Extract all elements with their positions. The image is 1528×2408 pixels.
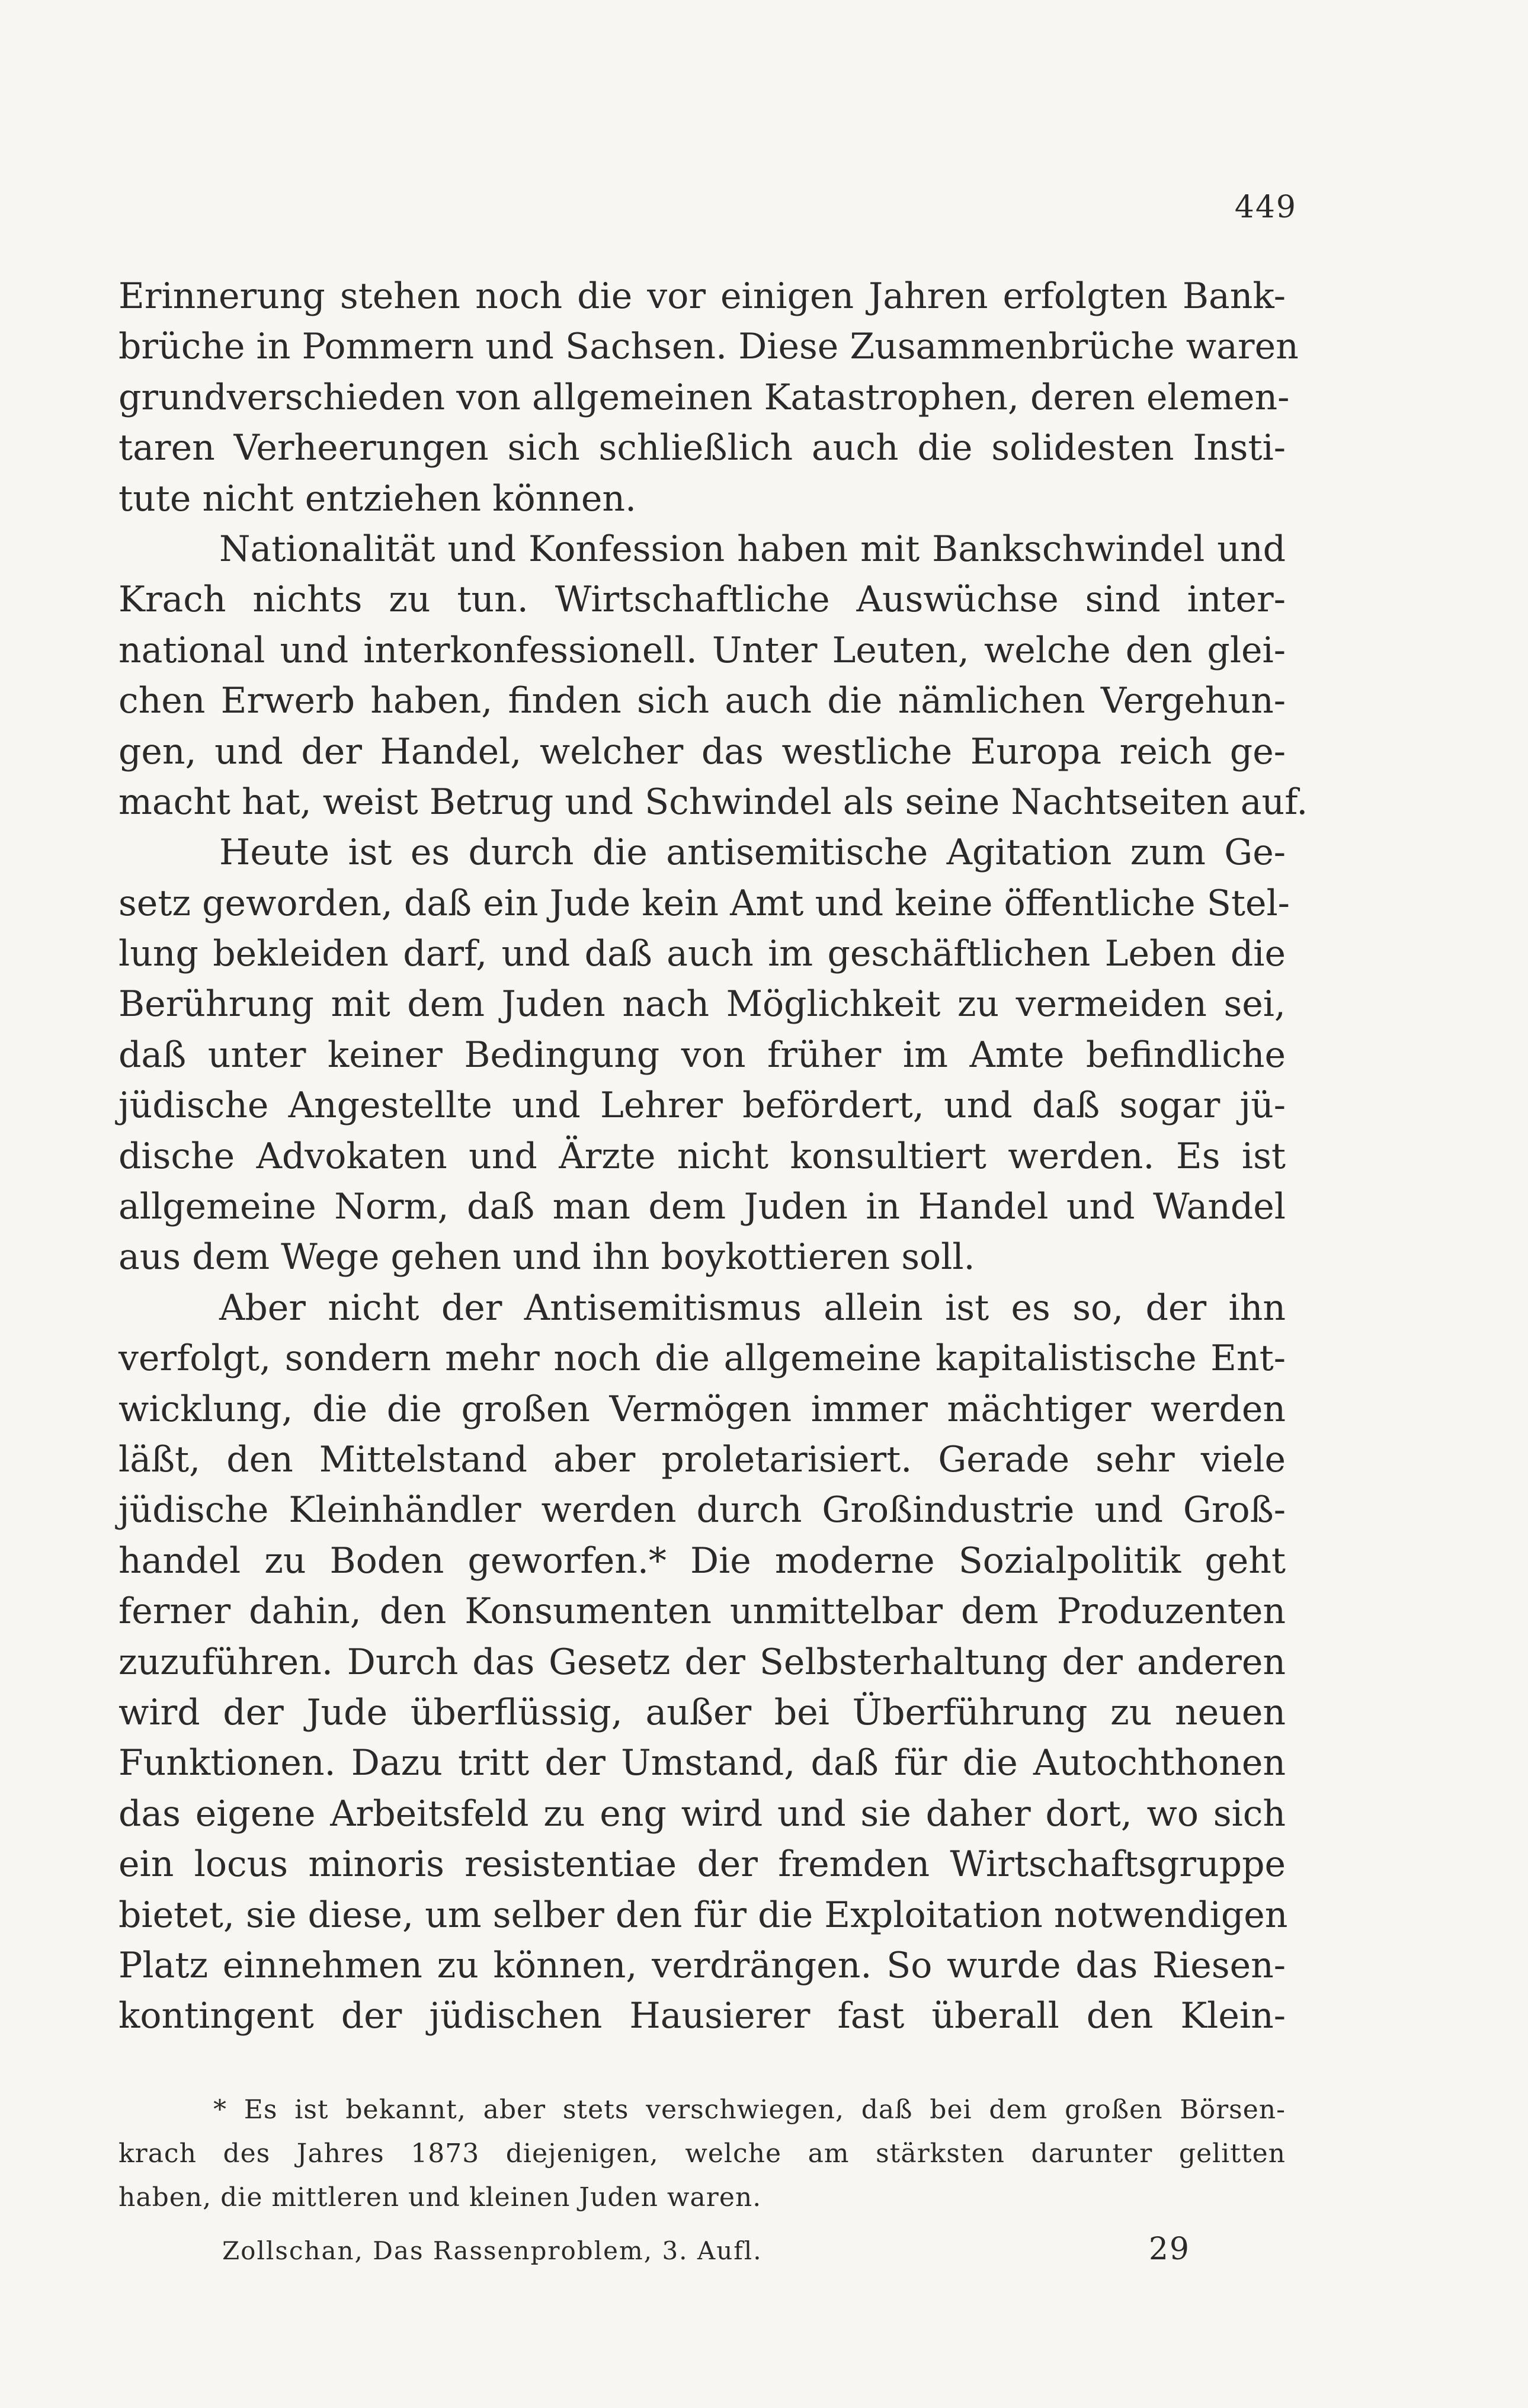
text-line: national und interkonfessionell. Unter Leuten, welche den glei- xyxy=(118,629,1286,671)
text-line: wicklung, die die großen Vermögen immer mächtiger werden xyxy=(118,1388,1286,1430)
text-line: taren Verheerungen sich schließlich auch die solidesten Insti- xyxy=(118,427,1286,469)
text-line: allgemeine Norm, daß man dem Juden in Handel und Wandel xyxy=(118,1186,1286,1228)
footnote-line: krach des Jahres 1873 diejenigen, welche am stärksten darunter gelitten xyxy=(118,2138,1286,2169)
text-line: jüdische Angestellte und Lehrer befördert, und daß sogar jü- xyxy=(118,1085,1286,1127)
text-line: chen Erwerb haben, finden sich auch die nämlichen Vergehun- xyxy=(118,680,1286,722)
page-number: 449 xyxy=(1234,190,1297,225)
text-line: ein locus minoris resistentiae der fremden Wirtschaftsgruppe xyxy=(118,1843,1286,1886)
text-line: Berührung mit dem Juden nach Möglichkeit zu vermeiden sei, xyxy=(118,983,1286,1025)
footer-citation: Zollschan, Das Rassenproblem, 3. Aufl. xyxy=(222,2236,763,2265)
body-text xyxy=(118,271,1308,2042)
footnote-line: * Es ist bekannt, aber stets verschwiegen, daß bei dem großen Börsen- xyxy=(213,2095,1286,2125)
text-line: zuzuführen. Durch das Gesetz der Selbsterhaltung der anderen xyxy=(118,1641,1286,1683)
text-line: brüche in Pommern und Sachsen. Diese Zusammenbrüche waren xyxy=(118,326,1299,368)
footnote-line: haben, die mittleren und kleinen Juden waren. xyxy=(118,2182,762,2213)
text-line: Aber nicht der Antisemitismus allein ist es so, der ihn xyxy=(219,1287,1286,1329)
text-line: daß unter keiner Bedingung von früher im Amte befindliche xyxy=(118,1034,1286,1076)
text-line: gen, und der Handel, welcher das westliche Europa reich ge- xyxy=(118,730,1286,772)
text-line: handel zu Boden geworfen.* Die moderne Sozialpolitik geht xyxy=(118,1540,1286,1582)
text-line: jüdische Kleinhändler werden durch Großindustrie und Groß- xyxy=(118,1489,1286,1531)
text-line: wird der Jude überflüssig, außer bei Überführung zu neuen xyxy=(118,1691,1286,1733)
text-line: dische Advokaten und Ärzte nicht konsultiert werden. Es ist xyxy=(118,1135,1286,1177)
text-line: setz geworden, daß ein Jude kein Amt und keine öffentliche Stel- xyxy=(118,882,1290,924)
text-line: Funktionen. Dazu tritt der Umstand, daß für die Autochthonen xyxy=(118,1742,1286,1784)
text-line: lung bekleiden darf, und daß auch im geschäftlichen Leben die xyxy=(118,933,1286,975)
text-line: verfolgt, sondern mehr noch die allgemeine kapitalistische Ent- xyxy=(118,1338,1286,1380)
text-line: Erinnerung stehen noch die vor einigen Jahren erfolgten Bank- xyxy=(118,275,1286,317)
text-line: kontingent der jüdischen Hausierer fast überall den Klein- xyxy=(118,1995,1286,2037)
text-line: Platz einnehmen zu können, verdrängen. So wurde das Riesen- xyxy=(118,1944,1286,1986)
text-line: macht hat, weist Betrug und Schwindel als seine Nachtseiten auf. xyxy=(118,781,1308,823)
text-line: Heute ist es durch die antisemitische Agitation zum Ge- xyxy=(219,832,1286,874)
text-line: bietet, sie diese, um selber den für die Exploitation notwendigen xyxy=(118,1894,1288,1936)
footnote xyxy=(118,2088,1286,2220)
text-line: ferner dahin, den Konsumenten unmittelbar dem Produzenten xyxy=(118,1591,1286,1633)
text-line: Nationalität und Konfession haben mit Bankschwindel und xyxy=(219,528,1286,570)
text-line: läßt, den Mittelstand aber proletarisiert. Gerade sehr viele xyxy=(118,1438,1286,1480)
text-line: tute nicht entziehen können. xyxy=(118,477,637,520)
text-line: grundverschieden von allgemeinen Katastrophen, deren elemen- xyxy=(118,376,1290,418)
text-line: aus dem Wege gehen und ihn boykottieren soll. xyxy=(118,1236,975,1278)
text-line: das eigene Arbeitsfeld zu eng wird und sie daher dort, wo sich xyxy=(118,1793,1286,1835)
text-line: Krach nichts zu tun. Wirtschaftliche Auswüchse sind inter- xyxy=(118,579,1286,621)
sheet-signature: 29 xyxy=(1148,2231,1190,2267)
